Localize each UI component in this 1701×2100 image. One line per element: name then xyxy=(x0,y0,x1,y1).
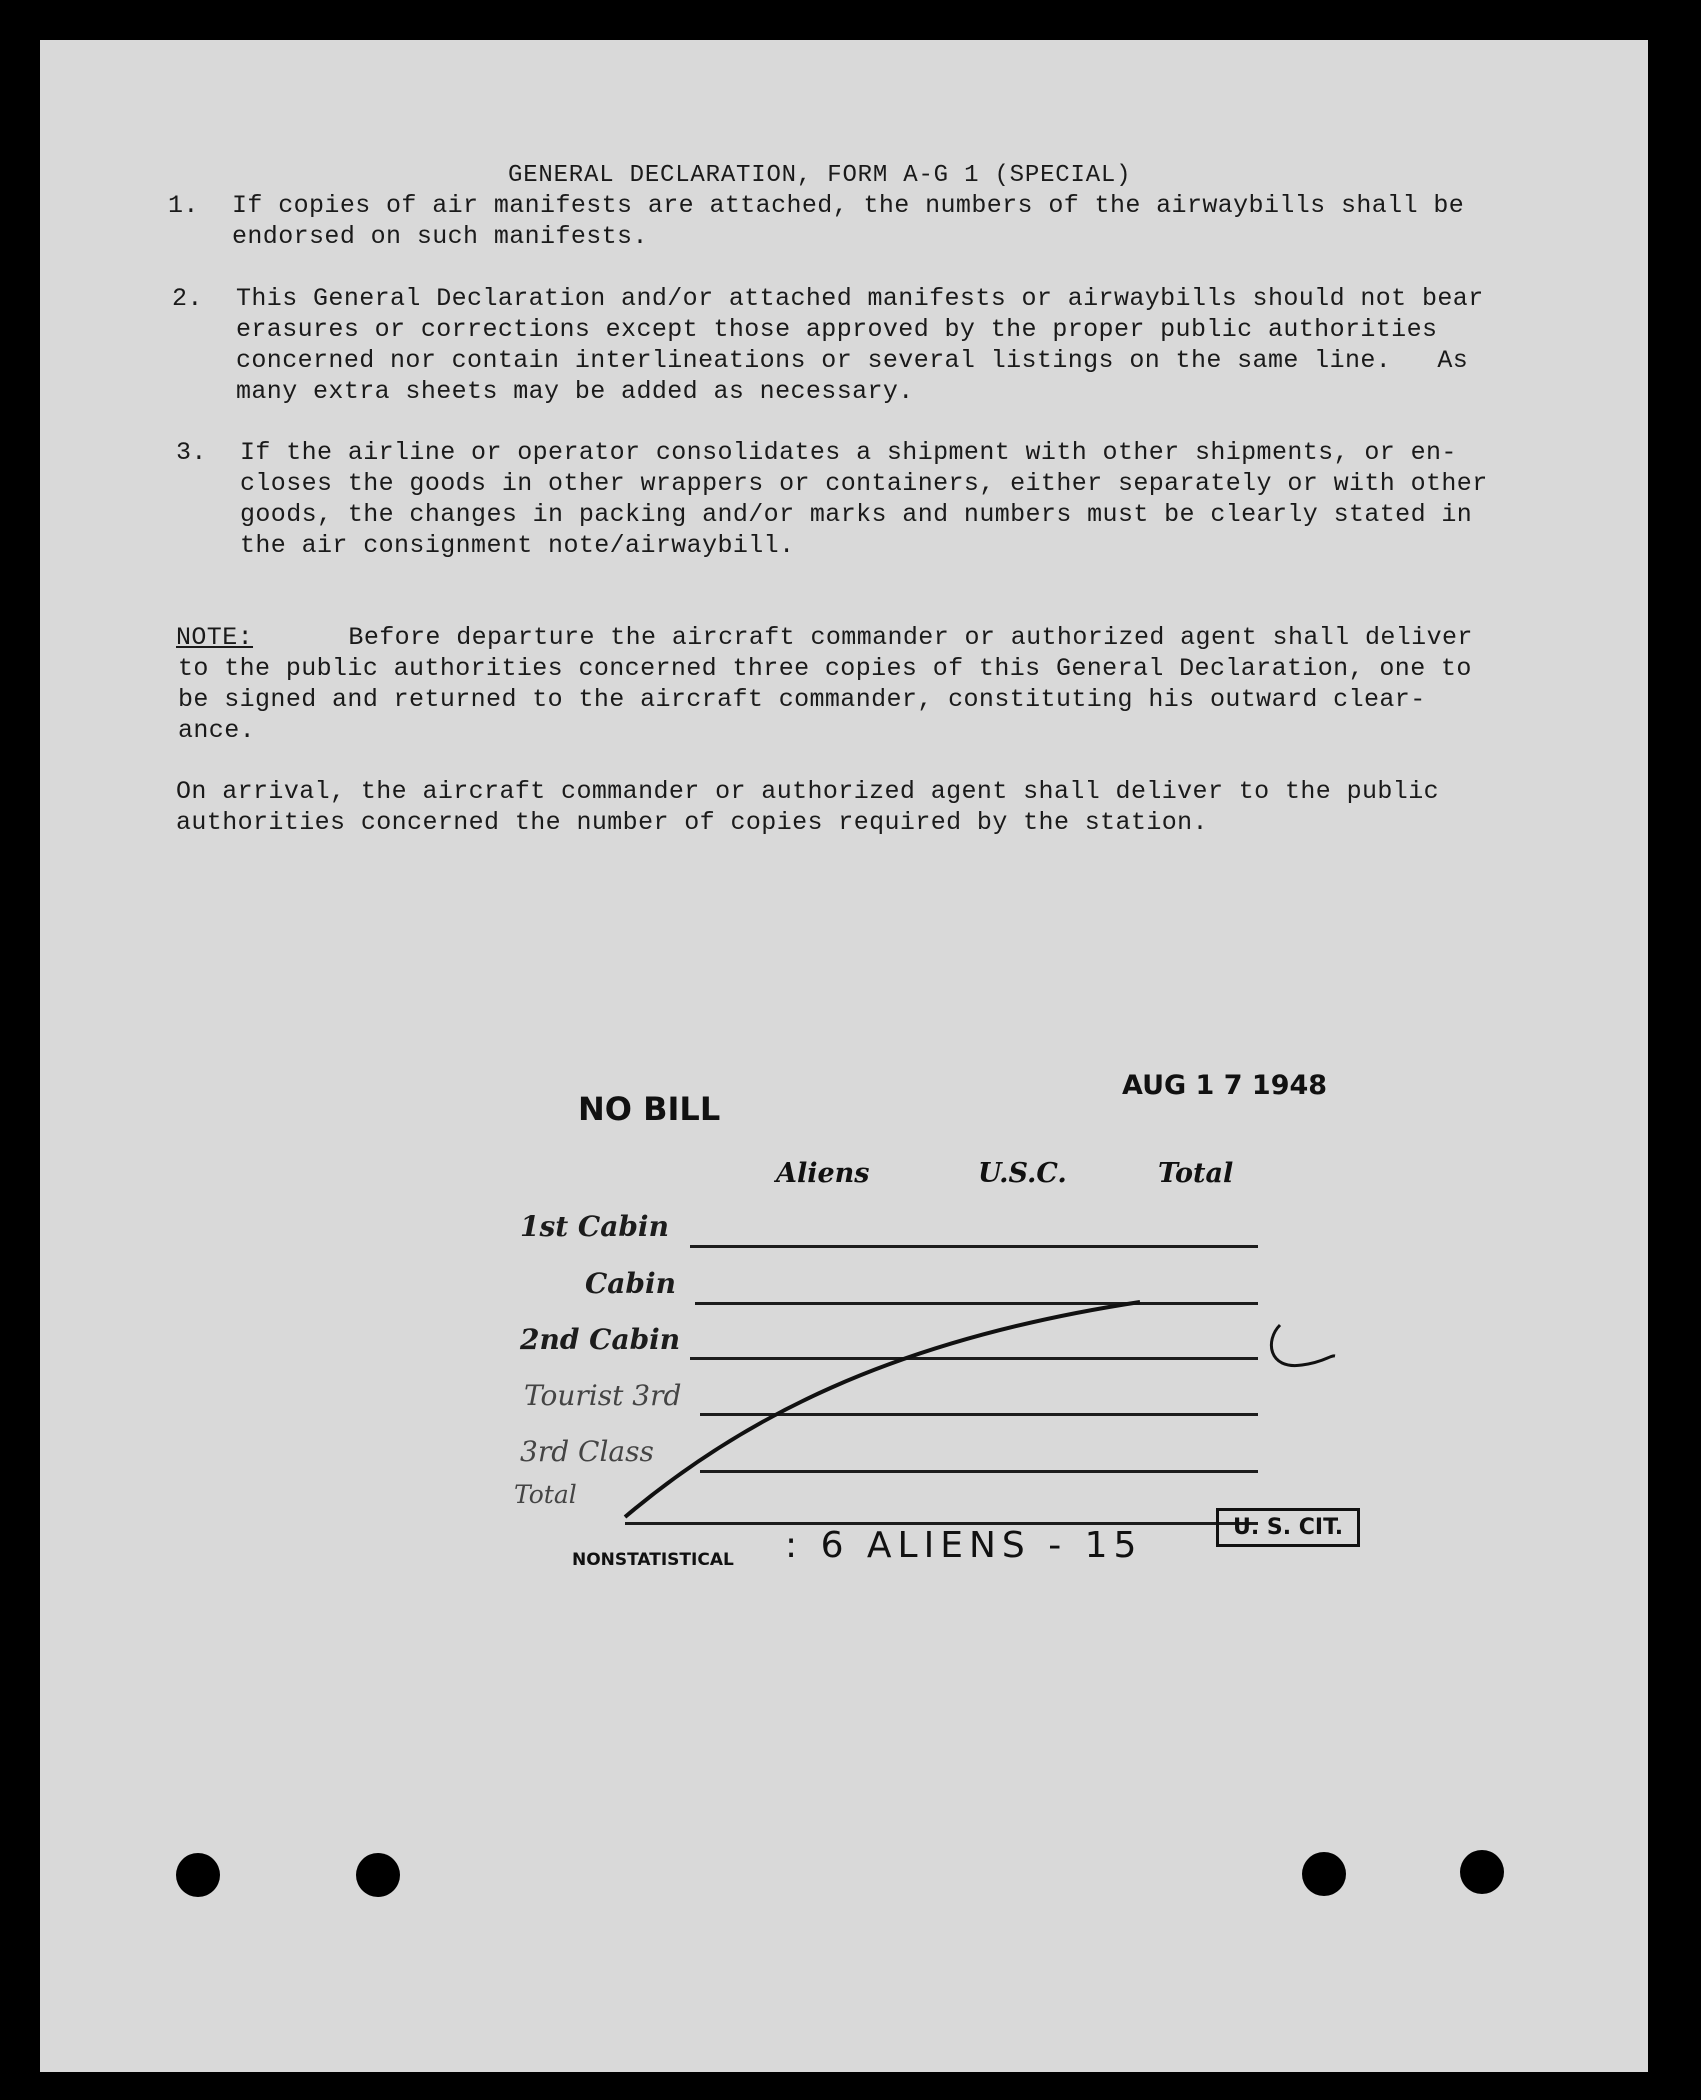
note-label: NOTE: xyxy=(176,623,254,652)
item-line: closes the goods in other wrappers or containers, either separately or with other xyxy=(240,469,1488,498)
date-stamp: AUG 1 7 1948 xyxy=(1122,1070,1328,1101)
nonstatistical-stamp: NONSTATISTICAL xyxy=(572,1550,734,1570)
item-line: This General Declaration and/or attached manifests or airwaybills should not bear xyxy=(236,284,1484,313)
row-label: Tourist 3rd xyxy=(524,1379,682,1412)
item-number: 2. xyxy=(172,284,203,313)
item-number: 3. xyxy=(176,438,207,467)
arrival-line: authorities concerned the number of copies required by the station. xyxy=(176,808,1208,837)
item-line: concerned nor contain interlineations or several listings on the same line. As xyxy=(236,346,1469,375)
punch-hole xyxy=(1302,1852,1346,1896)
note-line: be signed and returned to the aircraft commander, constituting his outward clear- xyxy=(178,685,1426,714)
arrival-line: On arrival, the aircraft commander or authorized agent shall deliver to the public xyxy=(176,777,1439,806)
item-line: If copies of air manifests are attached, the numbers of the airwaybills shall be xyxy=(232,191,1465,220)
row-label: 1st Cabin xyxy=(520,1210,669,1243)
item-line: erasures or corrections except those approved by the proper public authorities xyxy=(236,315,1438,344)
no-bill-stamp: NO BILL xyxy=(578,1090,721,1128)
item-line: many extra sheets may be added as necessary. xyxy=(236,377,914,406)
note-line: Before departure the aircraft commander or authorized agent shall deliver xyxy=(256,623,1473,652)
punch-hole xyxy=(1460,1850,1504,1894)
item-line: If the airline or operator consolidates a shipment with other shipments, or en- xyxy=(240,438,1457,467)
column-header: Total xyxy=(1158,1158,1234,1189)
row-label: 2nd Cabin xyxy=(520,1323,681,1356)
punch-hole xyxy=(356,1853,400,1897)
handwritten-slash-mark xyxy=(40,40,1648,2072)
punch-hole xyxy=(176,1853,220,1897)
row-label: Cabin xyxy=(585,1267,676,1300)
us-cit-stamp: U. S. CIT. xyxy=(1216,1508,1360,1547)
column-header: U.S.C. xyxy=(978,1158,1067,1189)
item-line: the air consignment note/airwaybill. xyxy=(240,531,795,560)
handwritten-note: : 6 ALIENS - 15 xyxy=(785,1525,1143,1566)
item-number: 1. xyxy=(168,191,199,220)
page-title: GENERAL DECLARATION, FORM A-G 1 (SPECIAL) xyxy=(508,162,1132,189)
column-header: Aliens xyxy=(776,1158,870,1189)
row-label: Total xyxy=(514,1480,577,1509)
document-page xyxy=(40,40,1648,2072)
item-line: endorsed on such manifests. xyxy=(232,222,648,251)
note-line: ance. xyxy=(178,716,256,745)
row-label: 3rd Class xyxy=(520,1435,654,1468)
item-line: goods, the changes in packing and/or marks and numbers must be clearly stated in xyxy=(240,500,1473,529)
note-line: to the public authorities concerned three copies of this General Declaration, one to xyxy=(178,654,1472,683)
